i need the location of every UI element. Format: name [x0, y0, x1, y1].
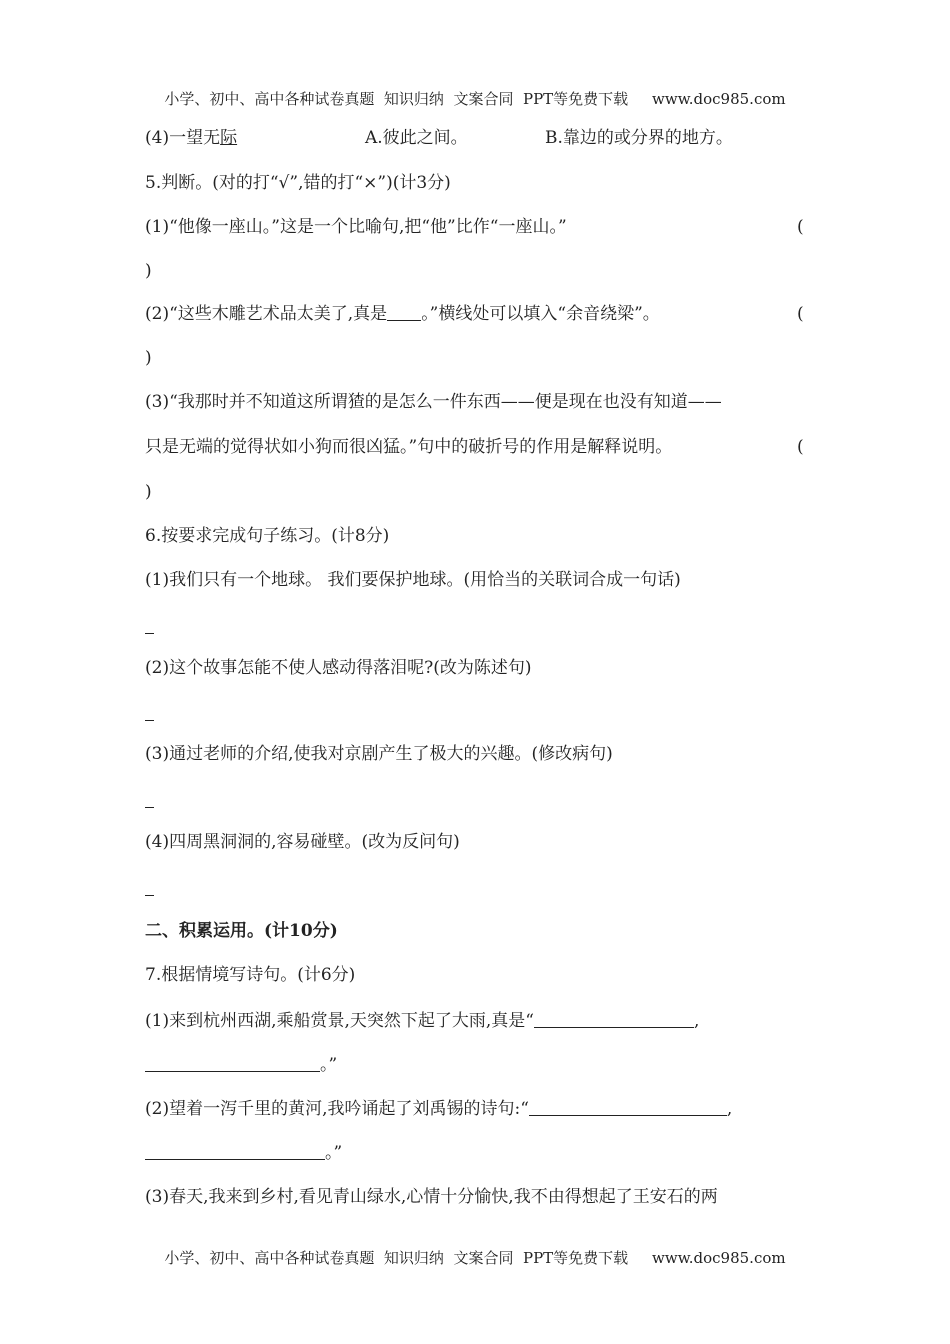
- q4-option-a: A.彼此之间。: [365, 128, 468, 148]
- q4-option-b: B.靠边的或分界的地方。: [545, 128, 733, 148]
- q5-item1-open-paren: (: [797, 217, 804, 237]
- q5-item2: [145, 303, 660, 325]
- q6-item1-answer-line[interactable]: [145, 632, 154, 634]
- q6-item3-answer-line[interactable]: [145, 806, 154, 808]
- q7-item1-blank2[interactable]: [145, 1055, 320, 1072]
- q6-item4-answer-line[interactable]: [145, 894, 154, 896]
- q7-item1: [145, 1010, 699, 1032]
- q7-item1-comma: ,: [693, 1011, 700, 1031]
- page-footer: 小学、初中、高中各种试卷真题 知识归纳 文案合同 PPT等免费下载 www.doc985.com: [164, 1249, 786, 1267]
- q7-item1-end: 。”: [320, 1055, 338, 1075]
- q5-item3-line2: 只是无端的觉得状如小狗而很凶猛。”句中的破折号的作用是解释说明。: [145, 437, 673, 457]
- q6-title: 6.按要求完成句子练习。(计8分): [145, 526, 390, 546]
- q4-item4-underlined: 际: [220, 128, 238, 148]
- q7-item2-end: 。”: [325, 1143, 343, 1163]
- q5-item2-post: 。”横线处可以填入“余音绕梁”。: [421, 304, 660, 324]
- section2-title: 二、积累运用。(计10分): [145, 921, 338, 941]
- q7-item2: [145, 1098, 732, 1120]
- q7-item2-line2: [145, 1142, 342, 1164]
- q5-item2-close-paren: ): [145, 348, 152, 368]
- q5-item1: (1)“他像一座山。”这是一个比喻句,把“他”比作“一座山。”: [145, 217, 567, 237]
- page-header: 小学、初中、高中各种试卷真题 知识归纳 文案合同 PPT等免费下载 www.doc985.com: [164, 90, 786, 108]
- q7-item3: (3)春天,我来到乡村,看见青山绿水,心情十分愉快,我不由得想起了王安石的两: [145, 1187, 718, 1207]
- q5-item3-open-paren: (: [797, 437, 804, 457]
- q7-item2-blank2[interactable]: [145, 1143, 325, 1160]
- q5-item2-pre: (2)“这些木雕艺术品太美了,真是: [145, 304, 388, 324]
- q6-item3: (3)通过老师的介绍,使我对京剧产生了极大的兴趣。(修改病句): [145, 744, 613, 764]
- q7-item1-line2: [145, 1054, 337, 1076]
- q7-item1-blank1[interactable]: [534, 1011, 694, 1028]
- q5-item3-line1: (3)“我那时并不知道这所谓猹的是怎么一件东西——便是现在也没有知道——: [145, 392, 722, 412]
- q7-item2-blank1[interactable]: [529, 1099, 727, 1116]
- q7-item2-comma: ,: [726, 1099, 733, 1119]
- q5-item1-close-paren: ): [145, 261, 152, 281]
- q5-item3-close-paren: ): [145, 482, 152, 502]
- q6-item2-answer-line[interactable]: [145, 719, 154, 721]
- q7-item1-pre: (1)来到杭州西湖,乘船赏景,天突然下起了大雨,真是“: [145, 1011, 534, 1031]
- q7-item2-pre: (2)望着一泻千里的黄河,我吟诵起了刘禹锡的诗句:“: [145, 1099, 529, 1119]
- q5-item2-blank[interactable]: [387, 304, 421, 321]
- q6-item1: (1)我们只有一个地球。 我们要保护地球。(用恰当的关联词合成一句话): [145, 570, 681, 590]
- q5-title: 5.判断。(对的打“√”,错的打“×”)(计3分): [145, 173, 451, 193]
- q4-item4: [145, 127, 237, 149]
- q4-item4-prefix: (4)一望无: [145, 128, 221, 148]
- q6-item4: (4)四周黑洞洞的,容易碰壁。(改为反问句): [145, 832, 460, 852]
- q7-title: 7.根据情境写诗句。(计6分): [145, 965, 356, 985]
- q5-item2-open-paren: (: [797, 304, 804, 324]
- q6-item2: (2)这个故事怎能不使人感动得落泪呢?(改为陈述句): [145, 658, 532, 678]
